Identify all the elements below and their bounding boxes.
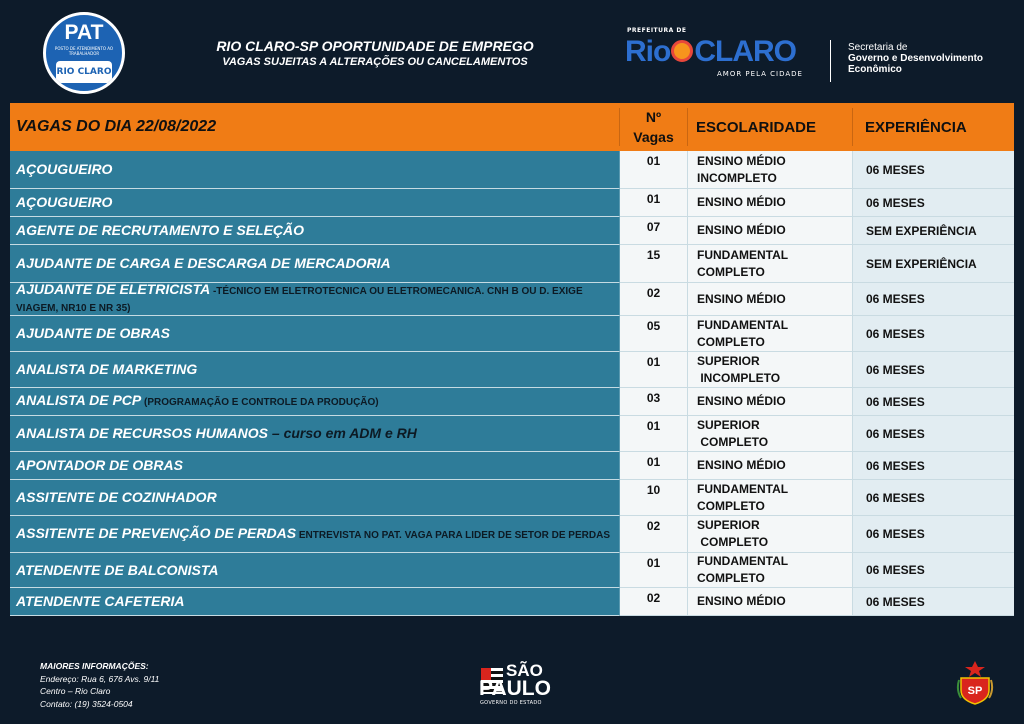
cargo-name: ASSITENTE DE COZINHADOR xyxy=(16,489,217,505)
footer-info xyxy=(40,660,159,710)
table-header xyxy=(10,103,1014,151)
vagas-cell: 01 xyxy=(620,452,687,480)
prefeitura-name xyxy=(625,35,796,69)
cargo-name: ATENDENTE CAFETERIA xyxy=(16,593,185,609)
sp-logo-gov: GOVERNO DO ESTADO xyxy=(480,700,542,706)
cargo-name: AJUDANTE DE ELETRICISTA xyxy=(16,281,211,297)
cargo-name: ASSITENTE DE PREVENÇÃO DE PERDAS xyxy=(16,524,297,541)
escolaridade-line1: FUNDAMENTAL xyxy=(697,481,789,496)
cargo-cell xyxy=(10,316,620,352)
cargo-name: AGENTE DE RECRUTAMENTO E SELEÇÃO xyxy=(16,222,305,238)
escolaridade-line1: ENSINO MÉDIO xyxy=(697,458,786,472)
sp-crest-icon xyxy=(955,660,995,706)
escolaridade-line1: ENSINO MÉDIO xyxy=(697,195,786,209)
footer-info-title: MAIORES INFORMAÇÕES: xyxy=(40,661,149,671)
cargo-cell xyxy=(10,151,620,189)
escolaridade-line2: INCOMPLETO xyxy=(697,170,777,185)
cargo-cell xyxy=(10,245,620,283)
cargo-cell xyxy=(10,283,620,316)
sp-logo-sao: SÃO xyxy=(506,661,543,680)
secretaria-line1: Secretaria de xyxy=(848,42,908,53)
cargo-cell xyxy=(10,388,620,416)
escolaridade-line1: SUPERIOR xyxy=(697,353,760,368)
escolaridade-line2: COMPLETO xyxy=(697,535,769,549)
vagas-cell: 01 xyxy=(620,553,687,588)
escolaridade-line1: FUNDAMENTAL xyxy=(697,317,789,332)
escolaridade-line1: ENSINO MÉDIO xyxy=(697,394,786,408)
cargo-cell xyxy=(10,553,620,588)
escolaridade-cell xyxy=(687,151,852,189)
sao-paulo-logo xyxy=(477,660,555,708)
table-row xyxy=(10,516,1014,553)
escolaridade-line2: COMPLETO xyxy=(697,434,769,449)
secretaria-line2: Governo e Desenvolvimento xyxy=(848,53,984,64)
table-row xyxy=(10,189,1014,217)
escolaridade-line1: ENSINO MÉDIO xyxy=(697,153,786,168)
table-row xyxy=(10,352,1014,388)
experiencia-cell: 06 MESES xyxy=(852,189,1014,217)
escolaridade-line1: ENSINO MÉDIO xyxy=(697,291,786,306)
escolaridade-line1: ENSINO MÉDIO xyxy=(697,223,786,237)
escolaridade-line1: FUNDAMENTAL xyxy=(697,554,789,568)
pat-logo-subtitle: POSTO DE ATENDIMENTO AO TRABALHADOR xyxy=(54,46,114,56)
table-row xyxy=(10,553,1014,588)
pat-logo-inner xyxy=(56,61,112,83)
cargo-cell xyxy=(10,217,620,245)
escolaridade-cell xyxy=(687,388,852,416)
experiencia-cell: 06 MESES xyxy=(852,516,1014,553)
cargo-cell xyxy=(10,452,620,480)
experiencia-cell: 06 MESES xyxy=(852,283,1014,316)
experiencia-cell: SEM EXPERIÊNCIA xyxy=(852,217,1014,245)
vagas-table xyxy=(10,103,1014,616)
escolaridade-cell xyxy=(687,416,852,452)
experiencia-cell: 06 MESES xyxy=(852,416,1014,452)
secretaria-label xyxy=(848,42,983,75)
vagas-cell: 02 xyxy=(620,588,687,616)
header-title: VAGAS DO DIA 22/08/2022 xyxy=(16,118,217,135)
cargo-note: – curso em ADM e RH xyxy=(268,425,417,441)
footer-centro: Centro – Rio Claro xyxy=(40,686,111,696)
cargo-name: APONTADOR DE OBRAS xyxy=(16,457,183,473)
secretaria-line3: Econômico xyxy=(848,64,902,75)
escolaridade-cell xyxy=(687,588,852,616)
crest-text: SP xyxy=(967,685,983,697)
vagas-cell: 02 xyxy=(620,283,687,316)
vagas-cell: 02 xyxy=(620,516,687,553)
footer-contato: Contato: (19) 3524-0504 xyxy=(40,698,133,709)
prefeitura-name-b: CLARO xyxy=(694,35,796,68)
cargo-note: (PROGRAMAÇÃO E CONTROLE DA PRODUÇÃO) xyxy=(141,397,379,408)
cargo-cell xyxy=(10,416,620,452)
vagas-cell: 15 xyxy=(620,245,687,283)
escolaridade-cell xyxy=(687,452,852,480)
pat-logo xyxy=(43,12,125,94)
escolaridade-cell xyxy=(687,189,852,217)
pat-logo-title: PAT xyxy=(64,21,104,44)
escolaridade-line1: SUPERIOR xyxy=(697,417,760,432)
table-row xyxy=(10,588,1014,616)
experiencia-cell: 06 MESES xyxy=(852,480,1014,516)
experiencia-cell: 06 MESES xyxy=(852,553,1014,588)
footer-endereco: Endereço: Rua 6, 676 Avs. 9/11 xyxy=(40,673,160,684)
header-vagas xyxy=(620,103,687,151)
vagas-cell: 01 xyxy=(620,416,687,452)
prefeitura-name-a: Rio xyxy=(625,35,671,68)
table-row xyxy=(10,316,1014,352)
cargo-name: AJUDANTE DE CARGA E DESCARGA DE MERCADORIA xyxy=(16,255,391,271)
cargo-cell xyxy=(10,189,620,217)
experiencia-cell: 06 MESES xyxy=(852,452,1014,480)
escolaridade-cell xyxy=(687,316,852,352)
cargo-name: ANALISTA DE MARKETING xyxy=(16,361,198,377)
experiencia-cell: 06 MESES xyxy=(852,316,1014,352)
escolaridade-line2: COMPLETO xyxy=(697,334,765,349)
cargo-name: AÇOUGUEIRO xyxy=(16,194,113,210)
table-row xyxy=(10,245,1014,283)
escolaridade-line1: SUPERIOR xyxy=(697,518,760,532)
map-pin-icon xyxy=(671,40,693,62)
cargo-name: ATENDENTE DE BALCONISTA xyxy=(16,561,219,578)
header-vagas-line2: Vagas xyxy=(633,129,674,145)
prefeitura-motto: AMOR PELA CIDADE xyxy=(717,70,803,78)
header-experiencia: EXPERIÊNCIA xyxy=(865,118,967,136)
experiencia-cell: 06 MESES xyxy=(852,588,1014,616)
header-vagas-line1: Nº xyxy=(645,109,662,125)
sp-logo-paulo: PAULO xyxy=(479,677,551,700)
vagas-cell: 01 xyxy=(620,189,687,217)
escolaridade-cell xyxy=(687,352,852,388)
table-row xyxy=(10,283,1014,316)
header-escolaridade: ESCOLARIDADE xyxy=(696,118,817,136)
escolaridade-cell xyxy=(687,480,852,516)
cargo-cell xyxy=(10,480,620,516)
page-title xyxy=(200,38,550,69)
cargo-name: AÇOUGUEIRO xyxy=(16,161,113,177)
escolaridade-line2: COMPLETO xyxy=(697,571,765,585)
table-row xyxy=(10,480,1014,516)
pat-logo-inner-text: RIO CLARO xyxy=(56,67,112,77)
table-row xyxy=(10,151,1014,189)
cargo-cell xyxy=(10,588,620,616)
vagas-cell: 01 xyxy=(620,352,687,388)
experiencia-cell: 06 MESES xyxy=(852,352,1014,388)
escolaridade-line2: INCOMPLETO xyxy=(697,370,781,385)
prefeitura-label: PREFEITURA DE xyxy=(627,27,687,34)
vagas-cell: 03 xyxy=(620,388,687,416)
escolaridade-cell xyxy=(687,217,852,245)
cargo-note: ENTREVISTA NO PAT. VAGA PARA LIDER DE SETOR DE PERDAS xyxy=(296,529,610,541)
vagas-cell: 01 xyxy=(620,151,687,189)
table-row xyxy=(10,217,1014,245)
table-row xyxy=(10,416,1014,452)
experiencia-cell: 06 MESES xyxy=(852,388,1014,416)
page-title-line1: RIO CLARO-SP OPORTUNIDADE DE EMPREGO xyxy=(216,38,534,54)
escolaridade-cell xyxy=(687,245,852,283)
page-title-line2: VAGAS SUJEITAS A ALTERAÇÕES OU CANCELAMENTOS xyxy=(222,56,528,68)
table-row xyxy=(10,452,1014,480)
escolaridade-line1: FUNDAMENTAL xyxy=(697,247,789,262)
vagas-cell: 10 xyxy=(620,480,687,516)
escolaridade-line1: ENSINO MÉDIO xyxy=(697,594,786,608)
table-row xyxy=(10,388,1014,416)
prefeitura-logo xyxy=(625,27,825,85)
experiencia-cell: SEM EXPERIÊNCIA xyxy=(852,245,1014,283)
escolaridade-cell xyxy=(687,283,852,316)
experiencia-cell: 06 MESES xyxy=(852,151,1014,189)
cargo-name: AJUDANTE DE OBRAS xyxy=(16,325,171,341)
cargo-cell xyxy=(10,516,620,553)
escolaridade-cell xyxy=(687,516,852,553)
cargo-cell xyxy=(10,352,620,388)
vagas-cell: 05 xyxy=(620,316,687,352)
cargo-name: ANALISTA DE PCP xyxy=(16,392,142,408)
divider xyxy=(830,40,831,82)
escolaridade-line2: COMPLETO xyxy=(697,264,765,279)
escolaridade-cell xyxy=(687,553,852,588)
escolaridade-line2: COMPLETO xyxy=(697,498,765,513)
vagas-cell: 07 xyxy=(620,217,687,245)
cargo-note: -TÉCNICO EM ELETROTECNICA OU ELETROMECANICA. CNH B OU D. EXIGE VIAGEM, NR10 E NR 35) xyxy=(16,286,583,314)
cargo-name: ANALISTA DE RECURSOS HUMANOS xyxy=(16,425,269,441)
